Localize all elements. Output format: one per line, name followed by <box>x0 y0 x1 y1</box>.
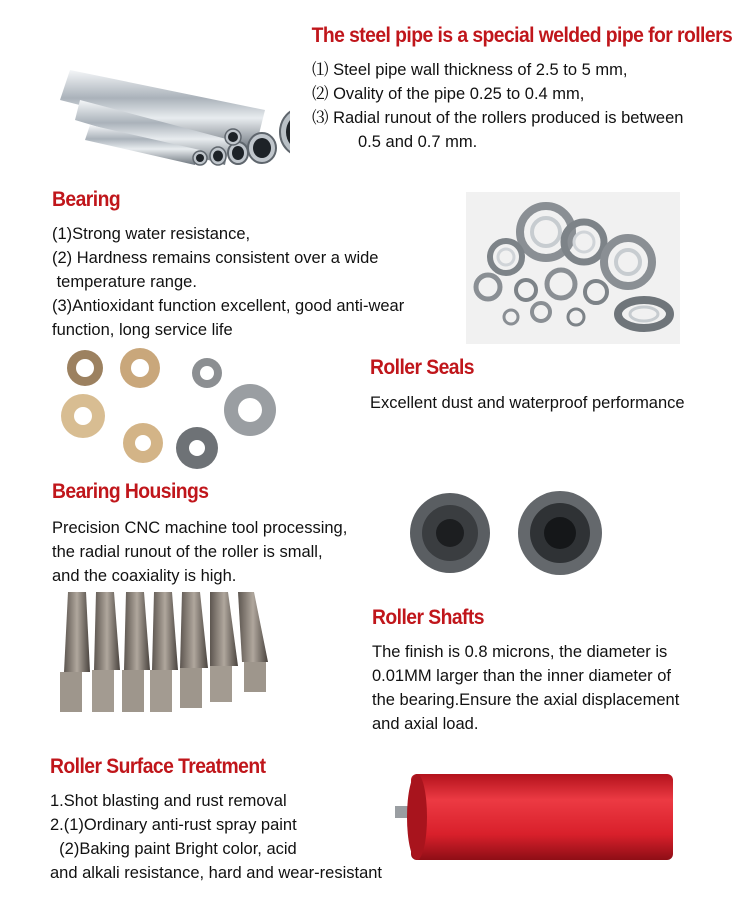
bearing-heading: Bearing <box>52 188 121 211</box>
bearing-line-3: temperature range. <box>52 273 197 291</box>
steel-pipe-line-3: ⑶ Radial runout of the rollers produced is between <box>312 109 684 127</box>
surface-treatment-line-1: 1.Shot blasting and rust removal <box>50 792 287 810</box>
bearing-housings-line-3: and the coaxiality is high. <box>52 567 237 585</box>
roller-seals-image <box>55 348 285 473</box>
surface-treatment-line-3: (2)Baking paint Bright color, acid <box>50 840 297 858</box>
bearing-housings-line-2: the radial runout of the roller is small, <box>52 543 323 561</box>
roller-shafts-line-2: 0.01MM larger than the inner diameter of <box>372 667 671 685</box>
bearing-housings-text <box>52 516 347 588</box>
ball-bearings-image <box>466 192 680 344</box>
steel-pipe-heading: The steel pipe is a special welded pipe for rollers <box>311 24 732 47</box>
steel-pipes-image <box>50 40 290 170</box>
roller-shafts-line-3: the bearing.Ensure the axial displacement <box>372 691 680 709</box>
surface-treatment-heading: Roller Surface Treatment <box>50 755 266 778</box>
surface-treatment-text <box>50 789 382 885</box>
red-roller-image <box>395 760 695 880</box>
bearing-housings-image <box>405 488 615 580</box>
steel-pipe-line-2: ⑵ Ovality of the pipe 0.25 to 0.4 mm, <box>312 85 585 103</box>
roller-seals-heading: Roller Seals <box>370 356 474 379</box>
bearing-housings-line-1: Precision CNC machine tool processing, <box>52 519 348 537</box>
bearing-text <box>52 222 404 342</box>
steel-pipe-line-1: ⑴ Steel pipe wall thickness of 2.5 to 5 mm, <box>312 61 628 79</box>
steel-pipe-text <box>312 58 683 154</box>
roller-shafts-image <box>50 592 275 722</box>
bearing-line-1: (1)Strong water resistance, <box>52 225 251 243</box>
surface-treatment-line-2: 2.(1)Ordinary anti-rust spray paint <box>50 816 297 834</box>
bearing-line-4: (3)Antioxidant function excellent, good anti-wear <box>52 297 405 315</box>
roller-shafts-heading: Roller Shafts <box>372 606 484 629</box>
bearing-line-5: function, long service life <box>52 321 233 339</box>
roller-seals-text <box>370 391 685 415</box>
roller-shafts-text <box>372 640 679 736</box>
bearing-line-2: (2) Hardness remains consistent over a wide <box>52 249 379 267</box>
roller-shafts-line-1: The finish is 0.8 microns, the diameter is <box>372 643 668 661</box>
roller-shafts-line-4: and axial load. <box>372 715 479 733</box>
roller-seals-line-1: Excellent dust and waterproof performance <box>370 394 685 412</box>
steel-pipe-line-4: 0.5 and 0.7 mm. <box>358 133 478 151</box>
surface-treatment-line-4: and alkali resistance, hard and wear-resistant <box>50 864 383 882</box>
bearing-housings-heading: Bearing Housings <box>52 480 209 503</box>
